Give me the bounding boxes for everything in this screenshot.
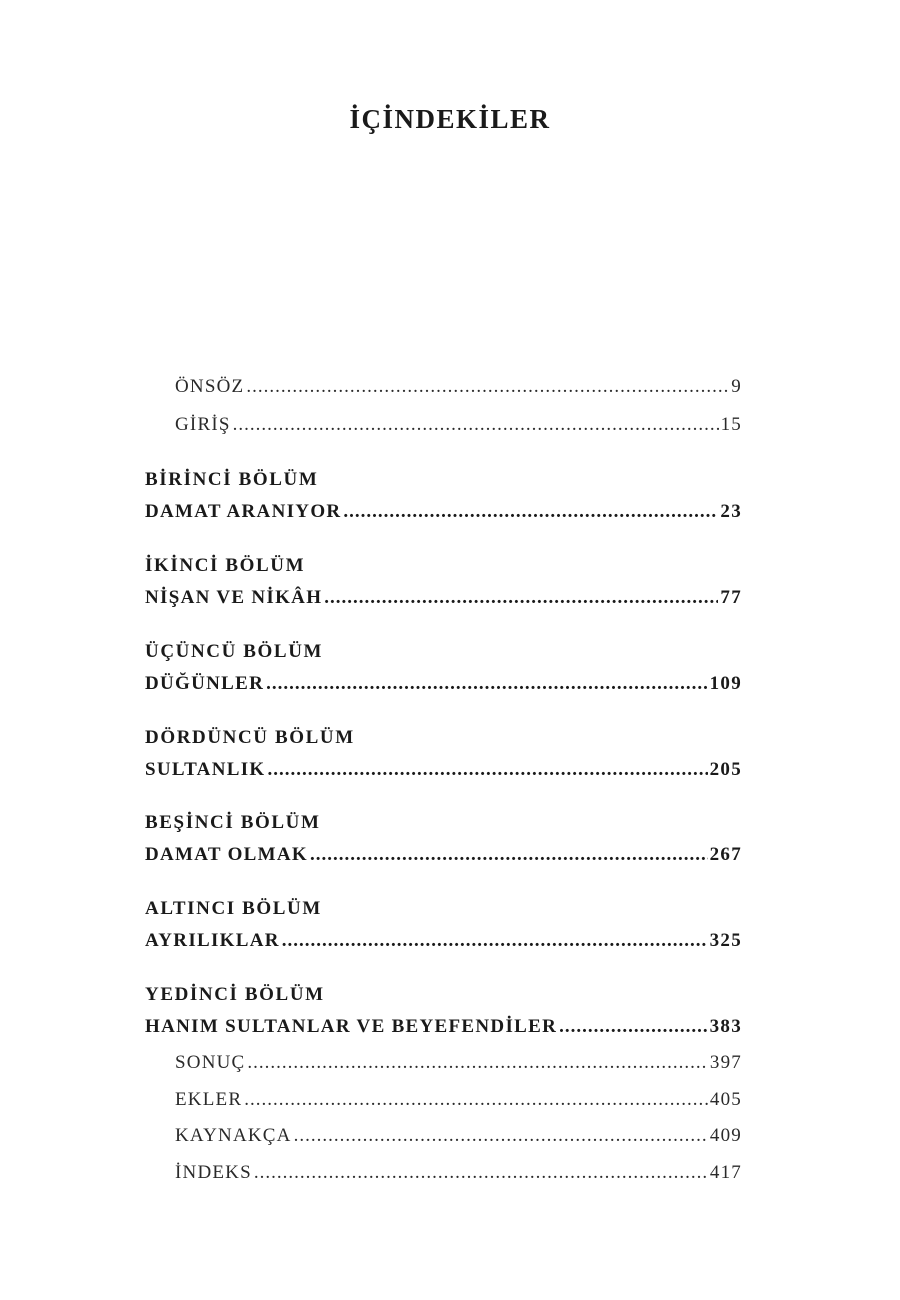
- chapter-heading-label: ALTINCI BÖLÜM: [145, 898, 322, 919]
- chapter-title-entry: [145, 587, 742, 615]
- chapter-title-label: AYRILIKLAR: [145, 930, 280, 951]
- toc-entry-page: 397: [709, 1052, 742, 1073]
- chapter-title-label: DAMAT ARANIYOR: [145, 501, 342, 522]
- dot-leader: [246, 376, 729, 398]
- toc-entry-giris: [175, 414, 742, 442]
- toc-entry-ekler: [175, 1089, 742, 1117]
- dot-leader: [267, 759, 707, 781]
- chapter-page: 205: [709, 759, 742, 780]
- chapter-title-entry: [145, 930, 742, 958]
- chapter-heading: [145, 812, 742, 840]
- chapter-page: 383: [709, 1016, 742, 1037]
- chapter-title-label: DAMAT OLMAK: [145, 844, 308, 865]
- chapter-heading: [145, 555, 742, 583]
- toc-entry-label: ÖNSÖZ: [175, 376, 245, 397]
- toc-entry-indeks: [175, 1162, 742, 1190]
- chapter-page: 109: [709, 673, 742, 694]
- chapter-heading: [145, 727, 742, 755]
- dot-leader: [247, 1052, 707, 1074]
- toc-entry-label: EKLER: [175, 1089, 243, 1110]
- chapter-heading: [145, 984, 742, 1012]
- toc-entry-label: KAYNAKÇA: [175, 1125, 292, 1146]
- chapter-title-label: HANIM SULTANLAR VE BEYEFENDİLER: [145, 1016, 558, 1037]
- chapter-title-entry: [145, 759, 742, 787]
- dot-leader: [559, 1016, 707, 1038]
- chapter-page: 77: [720, 587, 742, 608]
- dot-leader: [294, 1125, 708, 1147]
- chapter-heading-label: YEDİNCİ BÖLÜM: [145, 984, 325, 1005]
- chapter-page: 23: [720, 501, 742, 522]
- page-title: İÇİNDEKİLER: [349, 104, 551, 134]
- dot-leader: [324, 587, 718, 609]
- chapter-title-entry: [145, 673, 742, 701]
- toc-entry-page: 409: [709, 1125, 742, 1146]
- toc-entry-page: 15: [720, 414, 742, 435]
- chapter-heading: [145, 898, 742, 926]
- dot-leader: [233, 414, 719, 436]
- chapter-heading: [145, 469, 742, 497]
- toc-entry-sonuc: [175, 1052, 742, 1080]
- chapter-heading-label: İKİNCİ BÖLÜM: [145, 555, 306, 576]
- toc-entry-label: SONUÇ: [175, 1052, 246, 1073]
- toc-entry-label: İNDEKS: [175, 1162, 252, 1183]
- chapter-heading-label: DÖRDÜNCÜ BÖLÜM: [145, 727, 355, 748]
- chapter-title-label: DÜĞÜNLER: [145, 673, 265, 694]
- chapter-title-label: NİŞAN VE NİKÂH: [145, 587, 323, 608]
- toc-entry-onsoz: [175, 376, 742, 404]
- toc-entry-kaynakca: [175, 1125, 742, 1153]
- chapter-title-entry: [145, 501, 742, 529]
- dot-leader: [310, 844, 708, 866]
- dot-leader: [254, 1162, 708, 1184]
- chapter-title-label: SULTANLIK: [145, 759, 266, 780]
- dot-leader: [266, 673, 707, 695]
- dot-leader: [343, 501, 718, 523]
- chapter-page: 267: [709, 844, 742, 865]
- toc-entry-page: 9: [731, 376, 742, 397]
- chapter-heading-label: BEŞİNCİ BÖLÜM: [145, 812, 321, 833]
- toc-entry-label: GİRİŞ: [175, 414, 231, 435]
- chapter-heading-label: ÜÇÜNCÜ BÖLÜM: [145, 641, 324, 662]
- chapter-title-entry: [145, 1016, 742, 1044]
- toc-entry-page: 417: [709, 1162, 742, 1183]
- toc-entry-page: 405: [709, 1089, 742, 1110]
- chapter-title-entry: [145, 844, 742, 872]
- dot-leader: [244, 1089, 708, 1111]
- chapter-heading-label: BİRİNCİ BÖLÜM: [145, 469, 319, 490]
- chapter-page: 325: [709, 930, 742, 951]
- dot-leader: [282, 930, 708, 952]
- chapter-heading: [145, 641, 742, 669]
